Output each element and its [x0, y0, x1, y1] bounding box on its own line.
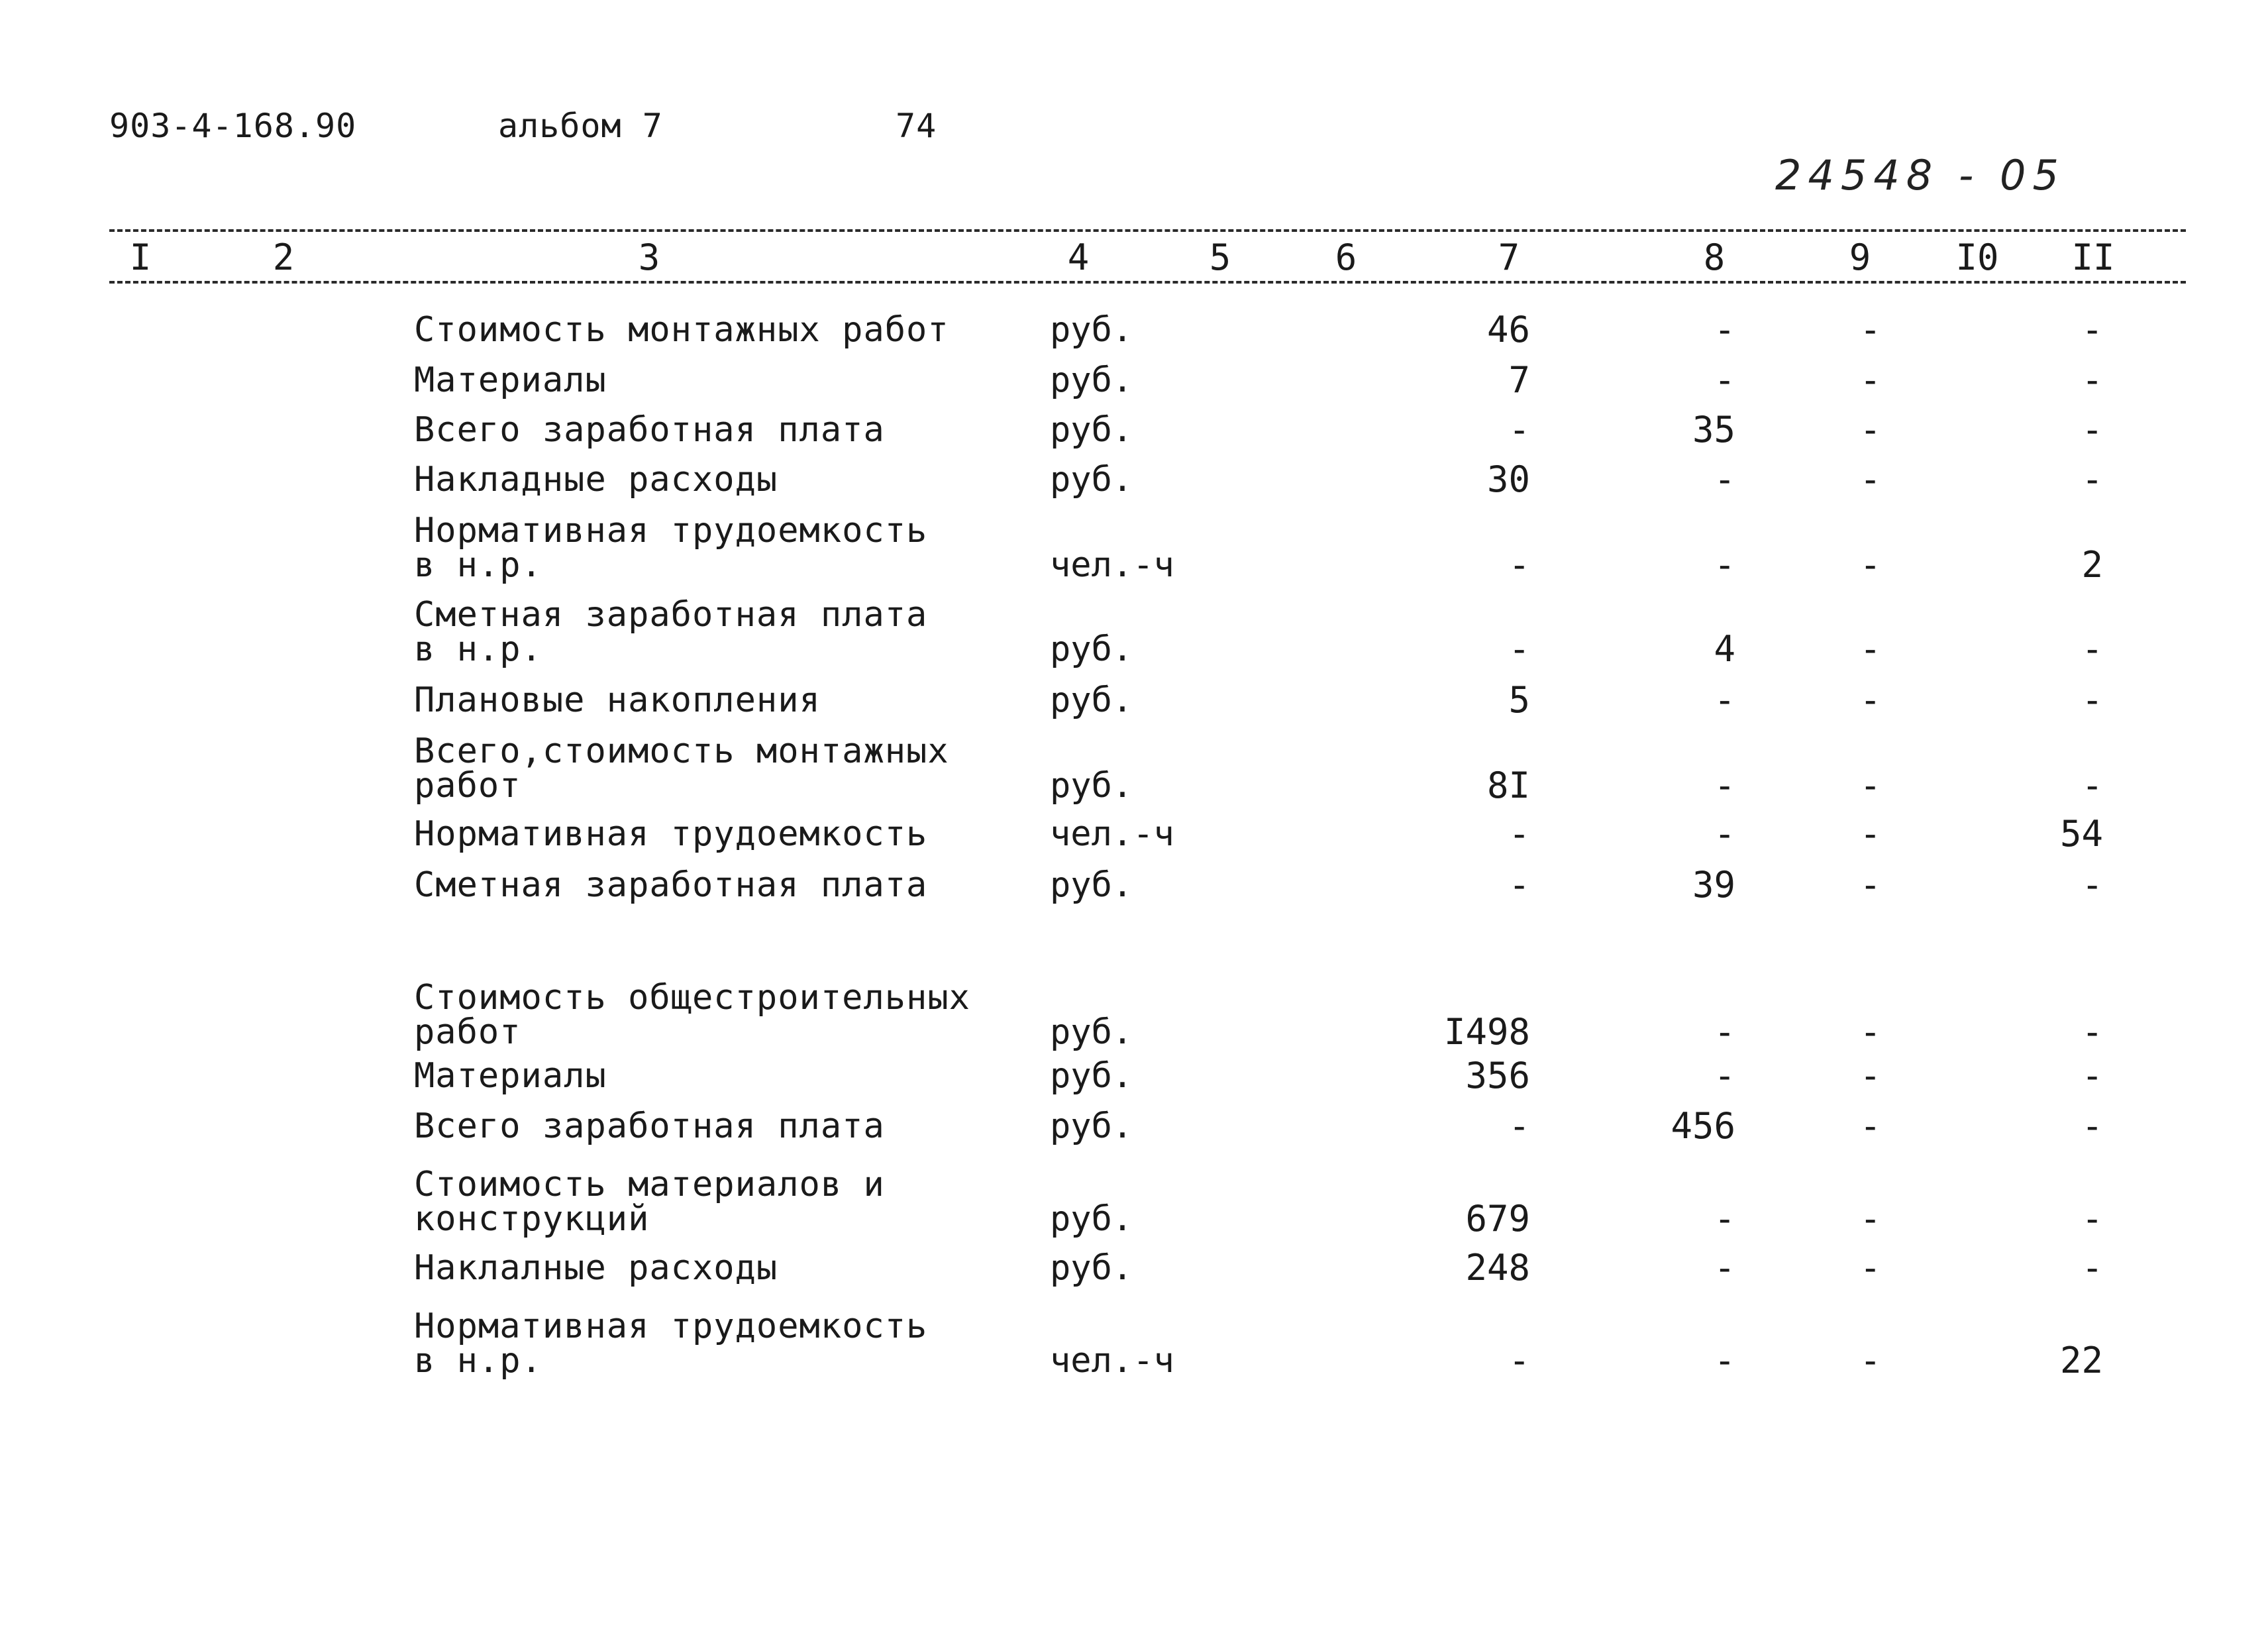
- row-unit: руб.: [1050, 410, 1133, 450]
- cell-col-9: -: [1859, 765, 1881, 806]
- cell-col-7: 46: [1486, 309, 1530, 350]
- cell-col-7: 7: [1508, 359, 1530, 401]
- column-number: II: [2071, 237, 2115, 278]
- row-label: Всего заработная плата: [414, 410, 885, 450]
- cell-col-11: -: [2081, 1011, 2103, 1053]
- row-unit: чел.-ч: [1050, 545, 1174, 585]
- cell-col-11: -: [2081, 1247, 2103, 1289]
- cell-col-7: 679: [1465, 1198, 1530, 1240]
- column-number: 7: [1498, 237, 1520, 278]
- cell-col-7: I498: [1443, 1011, 1530, 1053]
- cell-col-11: -: [2081, 409, 2103, 450]
- cell-col-7: -: [1508, 813, 1530, 855]
- cell-col-8: -: [1714, 1198, 1735, 1240]
- row-label: Сметная заработная плата: [414, 865, 928, 905]
- cell-col-11: 22: [2059, 1340, 2103, 1381]
- doc-code: 903-4-168.90: [109, 107, 357, 145]
- cell-col-9: -: [1859, 1055, 1881, 1096]
- cell-col-7: -: [1508, 544, 1530, 586]
- cell-col-9: -: [1859, 544, 1881, 586]
- row-unit: руб.: [1050, 629, 1133, 669]
- row-label: Накладные расходы: [414, 460, 778, 500]
- cell-col-11: 2: [2081, 544, 2103, 586]
- cell-col-8: -: [1714, 309, 1735, 350]
- column-number: 8: [1703, 237, 1726, 278]
- cell-col-9: -: [1859, 864, 1881, 906]
- cell-col-11: -: [2081, 864, 2103, 906]
- cell-col-8: 456: [1671, 1105, 1735, 1147]
- cell-col-8: -: [1714, 1055, 1735, 1096]
- cell-col-11: -: [2081, 1105, 2103, 1147]
- cell-col-9: -: [1859, 628, 1881, 670]
- row-label: Нормативная трудоемкость: [414, 814, 928, 854]
- cell-col-8: 35: [1692, 409, 1735, 450]
- cell-col-11: 54: [2059, 813, 2103, 855]
- row-unit: руб.: [1050, 1012, 1133, 1052]
- row-label: Плановые накопления: [414, 680, 821, 720]
- row-unit: руб.: [1050, 766, 1133, 806]
- cell-col-8: -: [1714, 1340, 1735, 1381]
- cell-col-9: -: [1859, 458, 1881, 500]
- row-unit: руб.: [1050, 360, 1133, 400]
- row-label: Материалы: [414, 1056, 607, 1096]
- column-number: 2: [272, 237, 295, 278]
- table-header-rule: [109, 281, 2186, 284]
- cell-col-7: 30: [1486, 458, 1530, 500]
- column-number: 3: [638, 237, 660, 278]
- cell-col-8: -: [1714, 679, 1735, 721]
- row-label: Всего,стоимость монтажных работ: [414, 731, 949, 806]
- cell-col-11: -: [2081, 1055, 2103, 1096]
- row-label: Нормативная трудоемкость в н.р.: [414, 1306, 928, 1381]
- cell-col-9: -: [1859, 359, 1881, 401]
- cell-col-9: -: [1859, 1011, 1881, 1053]
- row-unit: руб.: [1050, 1248, 1133, 1288]
- column-number: 9: [1849, 237, 1871, 278]
- row-unit: руб.: [1050, 680, 1133, 720]
- cell-col-7: 8I: [1486, 765, 1530, 806]
- cell-col-11: -: [2081, 309, 2103, 350]
- row-label: Стоимость материалов и конструкций: [414, 1165, 885, 1239]
- handwritten-code: 24548 - 05: [1775, 151, 2065, 199]
- cell-col-9: -: [1859, 1340, 1881, 1381]
- cell-col-7: 356: [1465, 1055, 1530, 1096]
- cell-col-11: -: [2081, 765, 2103, 806]
- cell-col-7: 248: [1465, 1247, 1530, 1289]
- cell-col-9: -: [1859, 1105, 1881, 1147]
- cell-col-11: -: [2081, 458, 2103, 500]
- column-number: I0: [1955, 237, 1999, 278]
- cell-col-11: -: [2081, 359, 2103, 401]
- cell-col-8: 4: [1714, 628, 1735, 670]
- cell-col-8: -: [1714, 1247, 1735, 1289]
- cell-col-9: -: [1859, 813, 1881, 855]
- row-unit: чел.-ч: [1050, 814, 1174, 854]
- cell-col-9: -: [1859, 1247, 1881, 1289]
- column-number: 5: [1209, 237, 1231, 278]
- cell-col-9: -: [1859, 409, 1881, 450]
- row-label: Нормативная трудоемкость в н.р.: [414, 511, 928, 585]
- cell-col-7: -: [1508, 628, 1530, 670]
- cell-col-7: -: [1508, 409, 1530, 450]
- cell-col-7: -: [1508, 864, 1530, 906]
- row-label: Всего заработная плата: [414, 1106, 885, 1146]
- cell-col-7: 5: [1508, 679, 1530, 721]
- row-unit: руб.: [1050, 1106, 1133, 1146]
- row-unit: руб.: [1050, 1056, 1133, 1096]
- cell-col-8: -: [1714, 765, 1735, 806]
- cell-col-11: -: [2081, 679, 2103, 721]
- cell-col-8: -: [1714, 359, 1735, 401]
- row-unit: руб.: [1050, 460, 1133, 500]
- column-number: I: [129, 237, 152, 278]
- row-label: Материалы: [414, 360, 607, 400]
- row-label: Стоимость общестроительных работ: [414, 978, 970, 1052]
- row-label: Стоимость монтажных работ: [414, 310, 949, 350]
- cell-col-9: -: [1859, 679, 1881, 721]
- album-label: альбом 7: [498, 107, 663, 145]
- cell-col-9: -: [1859, 309, 1881, 350]
- row-unit: руб.: [1050, 1199, 1133, 1239]
- row-unit: руб.: [1050, 310, 1133, 350]
- column-number: 4: [1067, 237, 1090, 278]
- cell-col-8: -: [1714, 813, 1735, 855]
- cell-col-7: -: [1508, 1105, 1530, 1147]
- row-unit: чел.-ч: [1050, 1341, 1174, 1381]
- cell-col-9: -: [1859, 1198, 1881, 1240]
- table-top-rule: [109, 229, 2186, 232]
- row-label: Наклалные расходы: [414, 1248, 778, 1288]
- cell-col-7: -: [1508, 1340, 1530, 1381]
- row-label: Сметная заработная плата в н.р.: [414, 595, 928, 669]
- cell-col-11: -: [2081, 1198, 2103, 1240]
- cell-col-8: -: [1714, 458, 1735, 500]
- cell-col-8: 39: [1692, 864, 1735, 906]
- column-number: 6: [1335, 237, 1357, 278]
- page-number: 74: [896, 107, 937, 145]
- cell-col-8: -: [1714, 1011, 1735, 1053]
- cell-col-11: -: [2081, 628, 2103, 670]
- row-unit: руб.: [1050, 865, 1133, 905]
- cell-col-8: -: [1714, 544, 1735, 586]
